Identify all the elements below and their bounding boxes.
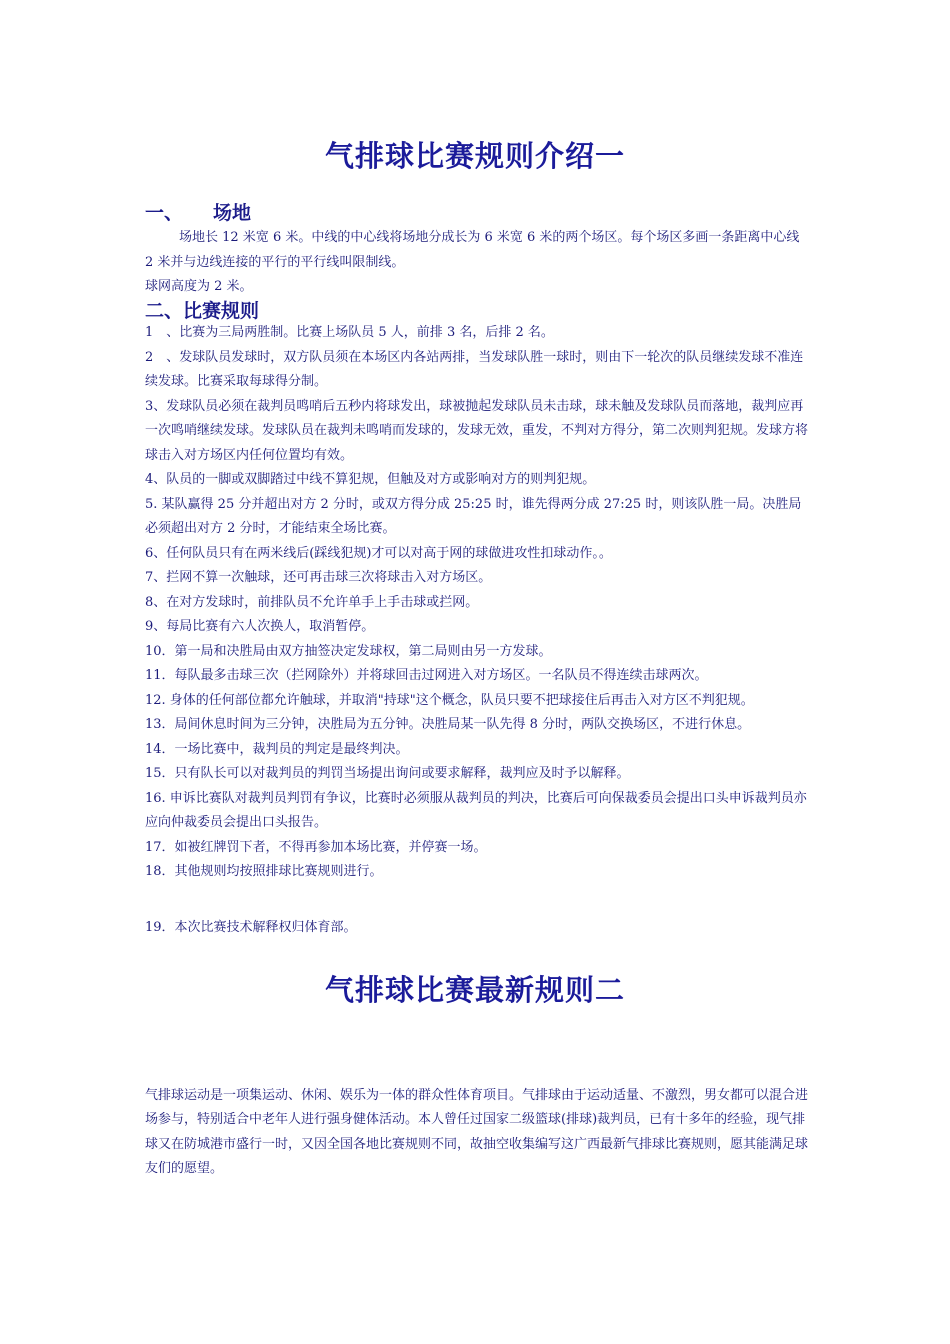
rule-item: 15．只有队长可以对裁判员的判罚当场提出询问或要求解释，裁判应及时予以解释。: [145, 766, 630, 781]
rule-item: 9、每局比赛有六人次换人，取消暂停。: [145, 619, 375, 634]
rule-item: 16. 申诉比赛队对裁判员判罚有争议，比赛时必须服从裁判员的判决，比赛后可向保裁委员会提出口头申诉裁判员亦应向仲裁委员会提出口头报告。: [145, 790, 807, 830]
intro-paragraph: 气排球运动是一项集运动、休闲、娱乐为一体的群众性体育项目。气排球由于运动适量、不激烈，男女都可以混合进场参与，特别适合中老年人进行强身健体活动。本人曾任过国家二级篮球(排球)裁判员，已有十多年的经验，现气排球又在防城港市盛行一时，又因全国各地比赛规则不同，故抽空收集编写这广西最新气排球比赛规则，愿其能满足球友们的愿望。: [145, 1088, 809, 1176]
rule-item: 19．本次比赛技术解释权归体育部。: [145, 920, 357, 935]
rule-item: 11．每队最多击球三次（拦网除外）并将球回击过网进入对方场区。一名队员不得连续击球两次。: [145, 668, 708, 683]
rules-list: [145, 321, 809, 885]
rule-item: 5. 某队赢得 25 分并超出对方 2 分时，或双方得分成 25:25 时，谁先得两分成 27:25 时，则该队胜一局。决胜局必须超出对方 2 分时，才能结束全场比赛。: [145, 496, 802, 536]
rule-item: 12. 身体的任何部位都允许触球，并取消"持球"这个概念，队员只要不把球接住后再击入对方区不判犯规。: [145, 692, 754, 708]
rule-item: 3、发球队员必须在裁判员鸣哨后五秒内将球发出，球被抛起发球队员未击球，球未触及发球队员而落地，裁判应再一次鸣哨继续发球。发球队员在裁判未鸣哨而发球的，发球无效，重发，不判对方得分，第二次则判犯规。发球方将球击入对方场区内任何位置均有效。: [145, 398, 809, 463]
field-paragraph: 场地长 12 米宽 6 米。中线的中心线将场地分成长为 6 米宽 6 米的两个场区。每个场区多画一条距离中心线 2 米并与边线连接的平行的平行线叫限制线。: [145, 230, 800, 270]
rule-item: 2 、发球队员发球时，双方队员须在本场区内各站两排，当发球队胜一球时，则由下一轮次的队员继续发球不准连续发球。比赛采取每球得分制。: [145, 349, 804, 389]
rule-item: 13．局间休息时间为三分钟，决胜局为五分钟。决胜局某一队先得 8 分时，两队交换场区，不进行休息。: [145, 717, 751, 732]
intro-block: [145, 1084, 809, 1181]
section-heading-rules: 二、比赛规则: [145, 300, 260, 322]
rule-19-block: [145, 916, 809, 941]
rule-item: 7、拦网不算一次触球，还可再击球三次将球击入对方场区。: [145, 570, 492, 585]
rule-item: 14．一场比赛中，裁判员的判定是最终判决。: [145, 741, 409, 757]
rule-item: 4、队员的一脚或双脚踏过中线不算犯规，但触及对方或影响对方的则判犯规。: [145, 472, 596, 487]
rule-item: 6、任何队员只有在两米线后(踩线犯规)才可以对高于网的球做进攻性扣球动作。。: [145, 545, 612, 561]
section-heading-field: [145, 198, 251, 225]
rule-item: 8、在对方发球时，前排队员不允许单手上手击球或拦网。: [145, 594, 479, 610]
document-title-1: 气排球比赛规则介绍一: [324, 139, 625, 173]
heading-number: 一、: [145, 202, 184, 224]
heading-text: 场地: [213, 202, 252, 224]
rule-item: 1 、比赛为三局两胜制。比赛上场队员 5 人，前排 3 名，后排 2 名。: [145, 325, 554, 340]
document-title-2: 气排球比赛最新规则二: [324, 973, 625, 1007]
rule-item: 18．其他规则均按照排球比赛规则进行。: [145, 864, 383, 879]
rule-item: 10．第一局和决胜局由双方抽签决定发球权，第二局则由另一方发球。: [145, 643, 552, 659]
rule-item: 17．如被红牌罚下者，不得再参加本场比赛，并停赛一场。: [145, 839, 487, 855]
net-height-text: 球网高度为 2 米。: [145, 279, 253, 294]
field-description: [145, 226, 809, 275]
